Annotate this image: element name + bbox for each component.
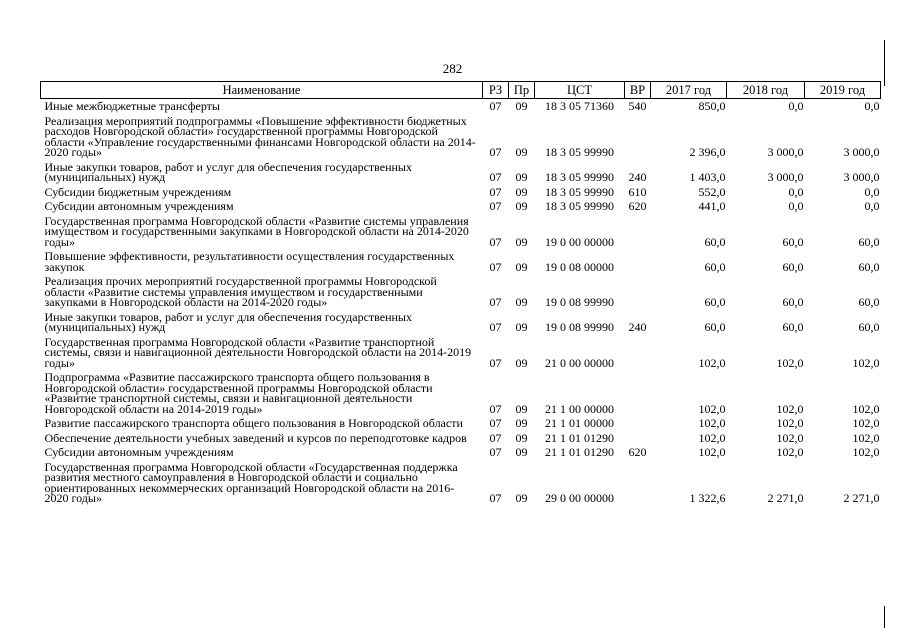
budget-table	[40, 81, 881, 506]
cell-2018: 60,0	[782, 234, 804, 249]
cell-name: Субсидии бюджетным учреждениям	[44, 184, 232, 199]
cell-2017: 552,0	[698, 184, 726, 199]
cell-vr: 620	[628, 199, 647, 213]
cell-vr: 240	[628, 170, 647, 184]
cell-pr: 09	[515, 259, 528, 274]
cell-2019: 102,0	[852, 355, 880, 370]
table-row	[41, 416, 881, 431]
cell-rz: 07	[489, 184, 502, 199]
cell-name: Развитие пассажирского транспорта общего пользования в Новгородской области	[44, 416, 463, 430]
cell-2018: 102,0	[776, 445, 804, 459]
cell-pr: 09	[515, 295, 528, 309]
table-row	[41, 160, 881, 185]
cell-pr: 09	[515, 99, 528, 113]
cell-rz: 07	[489, 170, 502, 184]
table-row	[41, 199, 881, 214]
cell-cst: 18 3 05 99990	[545, 170, 614, 184]
table-row	[41, 370, 881, 416]
table-row	[41, 185, 881, 200]
cell-rz: 07	[489, 295, 502, 309]
cell-vr	[625, 249, 651, 274]
cell-cst: 21 1 01 01290	[545, 445, 614, 459]
cell-name: Повышение эффективности, результативности осуществления государственных закупок	[44, 249, 455, 274]
col-header-rz: РЗ	[483, 82, 509, 99]
cell-2019: 102,0	[852, 430, 880, 445]
cell-2019: 60,0	[858, 259, 880, 274]
col-header-name: Наименование	[41, 82, 483, 99]
cell-vr	[625, 335, 651, 371]
cell-2019: 0,0	[864, 99, 880, 113]
cell-2018: 102,0	[776, 430, 804, 445]
page-number: 282	[442, 61, 463, 76]
col-header-2017: 2017 год	[651, 82, 727, 99]
cell-rz: 07	[489, 320, 502, 334]
table-row	[41, 310, 881, 335]
cell-2017: 1 403,0	[689, 170, 726, 184]
cell-cst: 19 0 08 00000	[545, 259, 614, 274]
cell-2019: 60,0	[858, 320, 880, 334]
cell-vr	[625, 431, 651, 446]
cell-cst: 29 0 00 00000	[545, 491, 614, 505]
cell-2018: 3 000,0	[767, 170, 804, 184]
cell-2018: 102,0	[776, 355, 804, 370]
col-header-vr: ВР	[625, 82, 651, 99]
cell-cst: 21 0 00 00000	[545, 355, 614, 370]
table-header-row	[41, 82, 881, 99]
cell-2019: 102,0	[852, 416, 880, 430]
cell-2017: 2 396,0	[689, 145, 726, 159]
table-row	[41, 445, 881, 460]
cell-cst: 19 0 08 99990	[545, 320, 614, 334]
table-row	[41, 274, 881, 310]
col-header-2019: 2019 год	[805, 82, 881, 99]
cell-2019: 2 271,0	[843, 491, 880, 505]
cell-name: Обеспечение деятельности учебных заведений и курсов по переподготовке кадров	[44, 430, 467, 445]
cell-vr: 620	[628, 445, 647, 459]
cell-2017: 60,0	[704, 234, 726, 249]
cell-2018: 2 271,0	[767, 491, 804, 505]
cell-cst: 21 1 00 00000	[545, 401, 614, 416]
cell-cst: 18 3 05 99990	[545, 184, 614, 199]
cell-name: Иные закупки товаров, работ и услуг для обеспечения государственных (муниципальных) нужд	[44, 159, 412, 184]
cell-cst: 18 3 05 99990	[545, 199, 614, 213]
cell-rz: 07	[489, 401, 502, 416]
cell-rz: 07	[489, 491, 502, 505]
cell-2019: 3 000,0	[843, 170, 880, 184]
cell-cst: 19 0 00 00000	[545, 234, 614, 249]
cell-2017: 850,0	[698, 99, 726, 113]
cell-pr: 09	[515, 320, 528, 334]
cell-cst: 21 1 01 01290	[545, 430, 614, 445]
cell-pr: 09	[515, 416, 528, 430]
cell-name: Государственная программа Новгородской области «Развитие системы управления имуществом и государственными закупками в Новгородской области на 2014-2020 годы»	[44, 213, 469, 249]
cell-pr: 09	[515, 199, 528, 213]
cell-pr: 09	[515, 430, 528, 445]
col-header-cst: ЦСТ	[535, 82, 625, 99]
cell-name: Реализация прочих мероприятий государственной программы Новгородской области «Развитие системы управления имуществом и государственными закупками в Новгородской области на 2014-2020 годы»	[44, 274, 437, 309]
table-row	[41, 460, 881, 506]
cell-pr: 09	[515, 234, 528, 249]
cell-name: Иные закупки товаров, работ и услуг для обеспечения государственных (муниципальных) нужд	[44, 309, 412, 334]
cell-cst: 18 3 05 71360	[545, 99, 614, 113]
cell-2018: 60,0	[782, 295, 804, 309]
cell-name: Реализация мероприятий подпрограммы «Повышение эффективности бюджетных расходов Новгородской области» государственной программы Новгородской области «Управление государственными финансами Новгородской области на 2014-2020 годы»	[44, 113, 476, 159]
table-row	[41, 114, 881, 160]
cell-vr	[625, 460, 651, 506]
cell-2017: 102,0	[698, 355, 726, 370]
cell-2017: 102,0	[698, 445, 726, 459]
cell-rz: 07	[489, 355, 502, 370]
cell-2019: 102,0	[852, 445, 880, 459]
cell-rz: 07	[489, 259, 502, 274]
cell-name: Субсидии автономным учреждениям	[44, 199, 234, 213]
cell-pr: 09	[515, 145, 528, 159]
cell-cst: 21 1 01 00000	[545, 416, 614, 430]
cell-pr: 09	[515, 491, 528, 505]
cell-2017: 60,0	[704, 320, 726, 334]
cell-rz: 07	[489, 416, 502, 430]
cell-2019: 60,0	[858, 234, 880, 249]
cell-2019: 3 000,0	[843, 145, 880, 159]
cell-2018: 102,0	[776, 401, 804, 416]
cell-rz: 07	[489, 145, 502, 159]
cell-rz: 07	[489, 99, 502, 113]
cell-2017: 60,0	[704, 295, 726, 309]
cell-vr: 540	[628, 99, 647, 113]
table-row	[41, 249, 881, 274]
cell-vr: 610	[628, 184, 647, 199]
cell-pr: 09	[515, 355, 528, 370]
col-header-pr: Пр	[509, 82, 535, 99]
table-row	[41, 214, 881, 250]
cell-vr	[625, 370, 651, 416]
cell-rz: 07	[489, 430, 502, 445]
table-row	[41, 431, 881, 446]
cell-name: Государственная программа Новгородской области «Государственная поддержка развития местного самоуправления в Новгородской области и социально ориентированных некоммерческих организаций Новгородской области на 2016-2020 годы»	[44, 459, 458, 505]
cell-2017: 102,0	[698, 416, 726, 430]
cell-2018: 60,0	[782, 259, 804, 274]
cell-2017: 1 322,6	[689, 491, 726, 505]
cell-pr: 09	[515, 401, 528, 416]
cell-pr: 09	[515, 170, 528, 184]
cell-2019: 102,0	[852, 401, 880, 416]
cell-rz: 07	[489, 234, 502, 249]
cell-rz: 07	[489, 445, 502, 459]
cell-2019: 60,0	[858, 295, 880, 309]
cell-vr	[625, 214, 651, 250]
cell-cst: 18 3 05 99990	[545, 145, 614, 159]
cell-pr: 09	[515, 445, 528, 459]
cell-2018: 60,0	[782, 320, 804, 334]
cell-name: Субсидии автономным учреждениям	[44, 445, 234, 459]
table-row	[41, 99, 881, 114]
cell-name: Государственная программа Новгородской области «Развитие транспортной системы, связи и навигационной деятельности Новгородской области на 2014-2019 годы»	[44, 334, 472, 370]
cell-vr	[625, 416, 651, 431]
cell-2019: 0,0	[864, 199, 880, 213]
cell-name: Подпрограмма «Развитие пассажирского транспорта общего пользования в Новгородской области» государственной программы Новгородской области «Развитие транспортной системы, связи и навигационной деятельности Новгородской области на 2014-2019 годы»	[44, 370, 433, 416]
cell-2017: 441,0	[698, 199, 726, 213]
cell-2018: 0,0	[788, 184, 804, 199]
cell-2017: 102,0	[698, 401, 726, 416]
cell-vr	[625, 114, 651, 160]
cell-2018: 102,0	[776, 416, 804, 430]
cell-2018: 0,0	[788, 199, 804, 213]
cell-2018: 3 000,0	[767, 145, 804, 159]
cell-2018: 0,0	[788, 99, 804, 113]
cell-vr	[625, 274, 651, 310]
cell-vr: 240	[628, 320, 647, 334]
cell-cst: 19 0 08 99990	[545, 295, 614, 309]
cell-pr: 09	[515, 184, 528, 199]
cell-2017: 102,0	[698, 430, 726, 445]
margin-mark-bottom	[884, 606, 885, 628]
cell-name: Иные межбюджетные трансферты	[44, 99, 220, 113]
col-header-2018: 2018 год	[727, 82, 805, 99]
cell-rz: 07	[489, 199, 502, 213]
table-row	[41, 335, 881, 371]
margin-mark-top	[884, 40, 885, 86]
cell-2017: 60,0	[704, 259, 726, 274]
cell-2019: 0,0	[864, 184, 880, 199]
